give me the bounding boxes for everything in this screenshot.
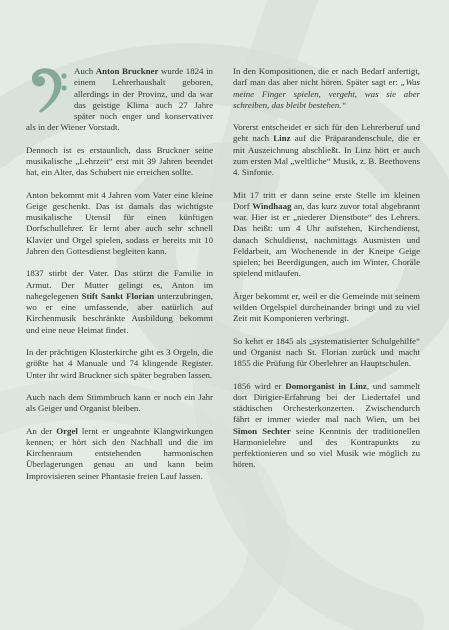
paragraph	[233, 381, 420, 471]
text-run: In der prächtigen Klosterkirche gibt es 3 Orgeln, die größte hat 4 Manuale und 74 klingende Register. Unter ihr wird Bruckner sich später begraben lassen.	[26, 347, 213, 380]
bold-text: Anton Bruckner	[95, 66, 159, 76]
text-run: Anton bekommt mit 4 Jahren vom Vater eine kleine Geige geschenkt. Das ist damals das wichtigste musikalische Utensil für einen künftigen Dorfschullehrer. Er lernt aber auch sehr schnell Klavier und Orgel spielen, sodass er bereits mit 10 Jahren den Gottesdienst begleiten kann.	[26, 189, 213, 256]
bass-clef-icon	[26, 66, 70, 116]
bold-text: Domorganist in Linz	[285, 380, 367, 391]
bold-text: Stift Sankt Florian	[81, 290, 155, 301]
bold-text: Windhaag	[252, 200, 292, 211]
text-run: , und sammelt dort Dirigier-Erfahrung bei der Liedertafel und städtischen Orchesterkonzerten. Zwischendurch fährt er immer wieder mal nach Wien, um bei	[233, 380, 420, 425]
text-run: an, das kurz zuvor total abgebrannt war. Hier ist er „niederer Dienstbote“ des Lehrers. Das heißt: um 4 Uhr aufstehen, Kirchendienst, danach Schuldienst, nachmittags Ausmisten und Feldarbeit, am Wochenende in der Kneipe Geige spielen; bei Beerdigungen, auch im Winter, Choräle spielend mitlaufen.	[233, 200, 420, 279]
text-run: Mit 17 tritt er dann seine erste Stelle im kleinen Dorf	[233, 189, 420, 211]
bold-text: Linz	[273, 133, 291, 144]
paragraph	[233, 291, 420, 325]
paragraph	[26, 190, 213, 258]
paragraph	[233, 190, 420, 280]
paragraph	[233, 336, 420, 370]
text-run: In den Kompositionen, die er nach Bedarf anfertigt, darf man das aber nicht hören. Später sagt er:	[233, 66, 420, 88]
text-run: Ärger bekommt er, weil er die Gemeinde mit seinem wilden Orgelspiel durcheinander bringt und zu viel Zeit mit Komponieren verbringt.	[233, 290, 420, 324]
text-run: An der	[26, 425, 57, 436]
bold-text: Simon Sechter	[233, 425, 291, 436]
left-column	[26, 66, 213, 493]
right-column	[233, 66, 420, 482]
text-run: Auch	[74, 66, 96, 76]
text-run: 1837 stirbt der Vater. Das stürzt die Familie in Armut. Der Mutter gelingt es, Anton im nahegelegenen	[26, 268, 213, 301]
text-run: Dennoch ist es erstaunlich, dass Bruckner seine musikalische „Lehrzeit“ erst mit 39 Jahren beendet hat, ein Alter, das Schubert nie erreichen sollte.	[26, 144, 213, 178]
text-run: Auch nach dem Stimmbruch kann er noch ein Jahr als Geiger und Organist bleiben.	[26, 391, 213, 414]
bold-text: Orgel	[56, 425, 78, 436]
text-run: Vorerst entscheidet er sich für den Lehrerberuf und geht nach	[233, 122, 420, 144]
paragraph	[26, 145, 213, 179]
text-run: seine Kenntnis der traditionellen Harmonielehre und des Kontrapunkts zu perfektionieren und so viel Musik wie möglich zu hören.	[233, 425, 420, 470]
text-run: 1856 wird er	[233, 380, 286, 391]
text-run: unterzubringen, wo er eine umfassende, aber natürlich auf Kirchenmusik beschränkte Ausbildung bekommt und eine neue Heimat findet.	[26, 290, 213, 335]
text-run: auf die Präparandenschule, die er mit Auszeichnung abschließt. In Linz hört er auch zum ersten Mal „weltliche“ Musik, z. B. Beethovens 4. Sinfonie.	[233, 133, 421, 178]
text-run: lernt er ungeahnte Klangwirkungen kennen; er hört sich den Nachhall und die im Kirchenraum entstehenden harmonischen Überlagerungen genau an und kann beim Improvisieren seiner Phantasie freien Lauf lassen.	[26, 425, 213, 481]
text-run: wurde 1824 in einem Lehrerhaushalt geboren, allerdings in der Provinz, und da war das geistige Klima auch 27 Jahre später noch enger und konservativer als in der Wiener Vorstadt.	[26, 66, 213, 133]
paragraph	[26, 347, 213, 381]
quote-text: „Was meine Finger spielen, vergeht, was sie aber schreiben, das bleibt bestehen.“	[233, 77, 420, 110]
paragraph	[26, 268, 213, 336]
paragraph	[26, 426, 213, 482]
text-run: So kehrt er 1845 als „systematisierter Schulgehilfe“ und Organist nach St. Florian zurück und macht 1855 die Prüfung für Oberlehrer an Hauptschulen.	[233, 335, 420, 369]
paragraph	[26, 392, 213, 415]
paragraph	[233, 66, 420, 111]
paragraph	[233, 122, 420, 178]
